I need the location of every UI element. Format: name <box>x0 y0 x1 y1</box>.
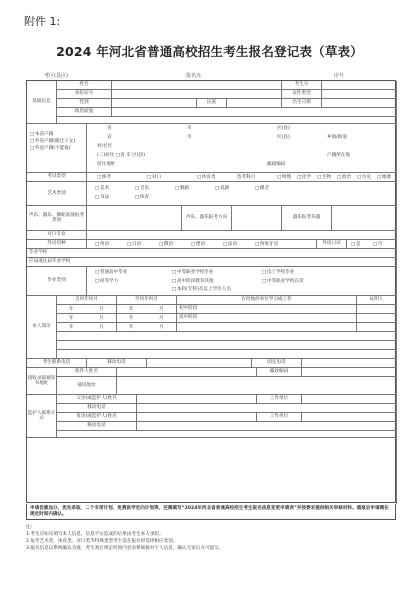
inst-field[interactable] <box>332 206 397 231</box>
mail-post-label: 邮政编码 <box>257 368 302 377</box>
hk-city2: 市 <box>187 135 192 140</box>
cert-type-label: 证件类型 <box>282 90 322 99</box>
r3-witness[interactable] <box>357 323 397 332</box>
fixed-label: 固定电话 <box>252 359 302 368</box>
col-where: 在何地何单位学习或工作 <box>177 296 357 305</box>
subj-3[interactable]: □ 政治 <box>337 175 351 181</box>
mother-mobile-label: 移动电话 <box>57 422 137 431</box>
attachment-label: 附件 1: <box>24 15 61 28</box>
hukou-opt2[interactable]: □ 外省户籍(随迁子女) <box>30 139 75 145</box>
mobile-label: 移动电话 <box>87 359 147 368</box>
father-label: 父亲(或监护人)姓名 <box>57 395 137 404</box>
col-to: 至何年何月 <box>117 296 177 305</box>
exam-no-label: 考生号 <box>282 81 322 90</box>
id-no-label: 身份证号 <box>57 90 112 99</box>
art-0[interactable]: □ 美术 <box>95 186 109 192</box>
exam-opt-2[interactable]: □ 体育类 <box>197 175 216 181</box>
exam-no-field[interactable] <box>322 81 397 90</box>
name-label: 姓名 <box>57 81 112 90</box>
lang-4[interactable]: □ 法语 <box>223 242 237 248</box>
cert-type-field[interactable] <box>322 90 397 99</box>
father-field[interactable] <box>137 395 257 404</box>
hukou-detail <box>87 124 397 173</box>
r5[interactable] <box>57 341 397 350</box>
mobile-field[interactable] <box>147 359 252 368</box>
lang-0[interactable]: □ 英语 <box>95 242 109 248</box>
r2-where[interactable]: 高中阶段 <box>177 314 357 323</box>
hk-district2: 区(县) <box>277 135 290 140</box>
lang-1[interactable]: □ 日语 <box>127 242 141 248</box>
r1-where[interactable]: 初中阶段 <box>177 305 357 314</box>
birth-field[interactable] <box>322 99 397 108</box>
dance-field[interactable] <box>232 206 282 231</box>
art-row <box>87 182 397 206</box>
guardian-spacer <box>57 431 397 438</box>
note-1: 1.考生应如实填写本人信息，信息不实造成的后果由考生本人承担。 <box>26 532 164 537</box>
subjects-label: 选考科目 <box>237 175 256 180</box>
father-work-label: 工作单位 <box>257 395 302 404</box>
voice-field[interactable] <box>87 206 182 231</box>
oral-no[interactable]: □ 否 <box>373 242 382 248</box>
grad-type-label: 毕业类别 <box>27 267 87 296</box>
lang-label: 外语语种 <box>27 240 87 249</box>
ethnic-label: 民族 <box>197 99 227 108</box>
type-2[interactable]: □ 技工学校毕业 <box>262 270 294 276</box>
r4[interactable] <box>57 332 397 341</box>
foreign-field[interactable] <box>87 231 397 240</box>
grad-type-row <box>87 267 397 296</box>
r6[interactable] <box>57 350 397 359</box>
hk-post: 邮政编码 <box>267 162 286 167</box>
r3-where[interactable] <box>177 323 357 332</box>
lang-row <box>87 240 317 249</box>
birth-label: 出生日期 <box>282 99 322 108</box>
mother-work-field[interactable] <box>302 413 397 422</box>
hk-province: 省 <box>107 126 112 131</box>
name-field[interactable] <box>112 81 282 90</box>
code-label: 序号 <box>334 73 345 79</box>
hk-district: 区(县) <box>277 126 290 131</box>
hk-village: 村/社区 <box>97 144 113 149</box>
notes-title: 注: <box>26 525 33 530</box>
resume-school: 毕业学校 <box>27 249 397 258</box>
hukou-opt3[interactable]: □ 外省户籍(不能报) <box>30 146 71 152</box>
art-1[interactable]: □ 音乐 <box>135 186 149 192</box>
point-label: 报名点 <box>186 73 202 79</box>
hk-reside-label: 居住地址 <box>97 162 116 167</box>
grad-school: 应届或往届毕业学校 <box>27 258 397 267</box>
father-mobile-field[interactable] <box>137 404 397 413</box>
guardian-section: 监护人联系方式 <box>27 395 57 438</box>
basic-section: 基础信息 <box>27 81 57 124</box>
dance-label: 声乐、器乐报考方向 <box>182 206 232 231</box>
type-other[interactable]: □ 本科(专科)及以上学历人员 <box>172 287 231 293</box>
father-work-field[interactable] <box>302 395 397 404</box>
fixed-field[interactable] <box>302 359 397 368</box>
r1-from[interactable]: 年 月 <box>57 305 117 314</box>
exam-type-row <box>87 173 397 182</box>
oral-yes[interactable]: □ 是 <box>351 242 360 248</box>
type-1[interactable]: □ 中等职业学校毕业 <box>172 270 214 276</box>
registration-form <box>26 80 396 503</box>
subj-2[interactable]: □ 生物 <box>317 175 331 181</box>
receiver-label: 收件人姓名 <box>57 368 117 377</box>
lang-2[interactable]: □ 俄语 <box>159 242 173 248</box>
art-6[interactable]: □ 体育 <box>135 195 149 201</box>
page-title: 2024 年河北省普通高校招生考生报名登记表（草表） <box>56 44 363 59</box>
r2-witness[interactable] <box>357 314 397 323</box>
receiver-field[interactable] <box>117 368 257 377</box>
exam-type-label: 考试类型 <box>27 173 87 182</box>
politics-field[interactable] <box>112 108 397 117</box>
art-label: 艺术类别 <box>27 182 87 206</box>
exam-opt-1[interactable]: □ 对口 <box>147 175 161 181</box>
politics-label: 政治面貌 <box>57 108 112 117</box>
note-3: 3.报名信息以系统确认为准，考生须在规定时间内登录系统核对个人信息，确认无误后方可提交。 <box>26 546 224 551</box>
art-2[interactable]: □ 舞蹈 <box>175 186 189 192</box>
r2-to[interactable]: 年 月 <box>117 314 177 323</box>
type-4[interactable]: □ 高中阶段教育其他 <box>172 279 214 285</box>
father-mobile-label: 移动电话 <box>57 404 137 413</box>
type-0[interactable]: □ 普通高中毕业 <box>95 270 127 276</box>
hukou-opt1[interactable]: □ 本省户籍 <box>30 132 53 138</box>
mother-label: 母亲(或监护人)姓名 <box>57 413 137 422</box>
art-3[interactable]: □ 戏剧 <box>215 186 229 192</box>
note-2: 2.报考艺术类、体育类、对口类等特殊类型考生需在报名时选择相应类别。 <box>26 539 178 544</box>
subj-1[interactable]: □ 化学 <box>297 175 311 181</box>
statement-text: 申请优惠加分、优先录取、二个专项计划、免费医学定向计划等，还需填写“2024年河北省普通高校招生考生报名信息变更申请表”并按要求提供相关审核材料。填报后申请需在规定时间内确认。 <box>26 504 396 520</box>
exam-opt-0[interactable]: □ 统考 <box>97 175 111 181</box>
notes-block <box>26 525 396 553</box>
mail-post-field[interactable] <box>302 368 397 377</box>
r2-from[interactable]: 年 月 <box>57 314 117 323</box>
subj-0[interactable]: □ 物理 <box>277 175 291 181</box>
col-witness: 证明人 <box>357 296 397 305</box>
address-label: 通讯地址 <box>57 377 117 395</box>
mail-section: 接收录取通知书地址 <box>27 368 57 395</box>
mother-mobile-field[interactable] <box>137 422 397 431</box>
lang-3[interactable]: □ 德语 <box>191 242 205 248</box>
address-field[interactable] <box>117 377 397 395</box>
art-4[interactable]: □ 播音 <box>255 186 269 192</box>
oral-row <box>347 240 397 249</box>
tel-label: 考生联系电话 <box>27 359 87 368</box>
oral-label: 外语口试 <box>317 240 347 249</box>
foreign-label: 对口专业 <box>27 231 87 240</box>
r1-to[interactable]: 年 月 <box>117 305 177 314</box>
lang-5[interactable]: □ 西班牙语 <box>255 242 278 248</box>
inst-label: 器乐报考乐器 <box>282 206 332 231</box>
r3-from[interactable]: 年 月 <box>57 323 117 332</box>
col-from: 自何年何月 <box>57 296 117 305</box>
hk-town: 乡镇/街道 <box>327 135 347 140</box>
blank-area <box>27 438 397 504</box>
id-no-field[interactable] <box>112 90 282 99</box>
subj-5[interactable]: □ 地理 <box>377 175 391 181</box>
resume-section: 本人简历 <box>27 296 57 359</box>
mother-field[interactable] <box>137 413 257 422</box>
gender-field[interactable] <box>112 99 197 108</box>
basic-spacer <box>57 117 397 124</box>
gender-label: 性别 <box>57 99 112 108</box>
r1-witness[interactable] <box>357 305 397 314</box>
art-5[interactable]: □ 书法 <box>95 195 109 201</box>
voice-label: 声乐、器乐、舞蹈表演报考类别 <box>27 206 87 231</box>
hk-reside: (二)居住 □省 市 区(县) <box>97 153 146 158</box>
hk-address-label: 户籍所在地 <box>327 153 350 158</box>
r3-to[interactable]: 年 月 <box>117 323 177 332</box>
hukou-options <box>27 124 87 173</box>
hk-city: 市 <box>187 126 192 131</box>
type-3[interactable]: □ 同等学力 <box>95 279 118 285</box>
subj-4[interactable]: □ 历史 <box>357 175 371 181</box>
type-5[interactable]: □ 中等职业学校在读 <box>262 279 304 285</box>
ethnic-field[interactable] <box>227 99 282 108</box>
mother-work-label: 工作单位 <box>257 413 302 422</box>
exam-area-label: 考区(县区) <box>44 73 68 79</box>
hk-province2: 省 <box>107 135 112 140</box>
